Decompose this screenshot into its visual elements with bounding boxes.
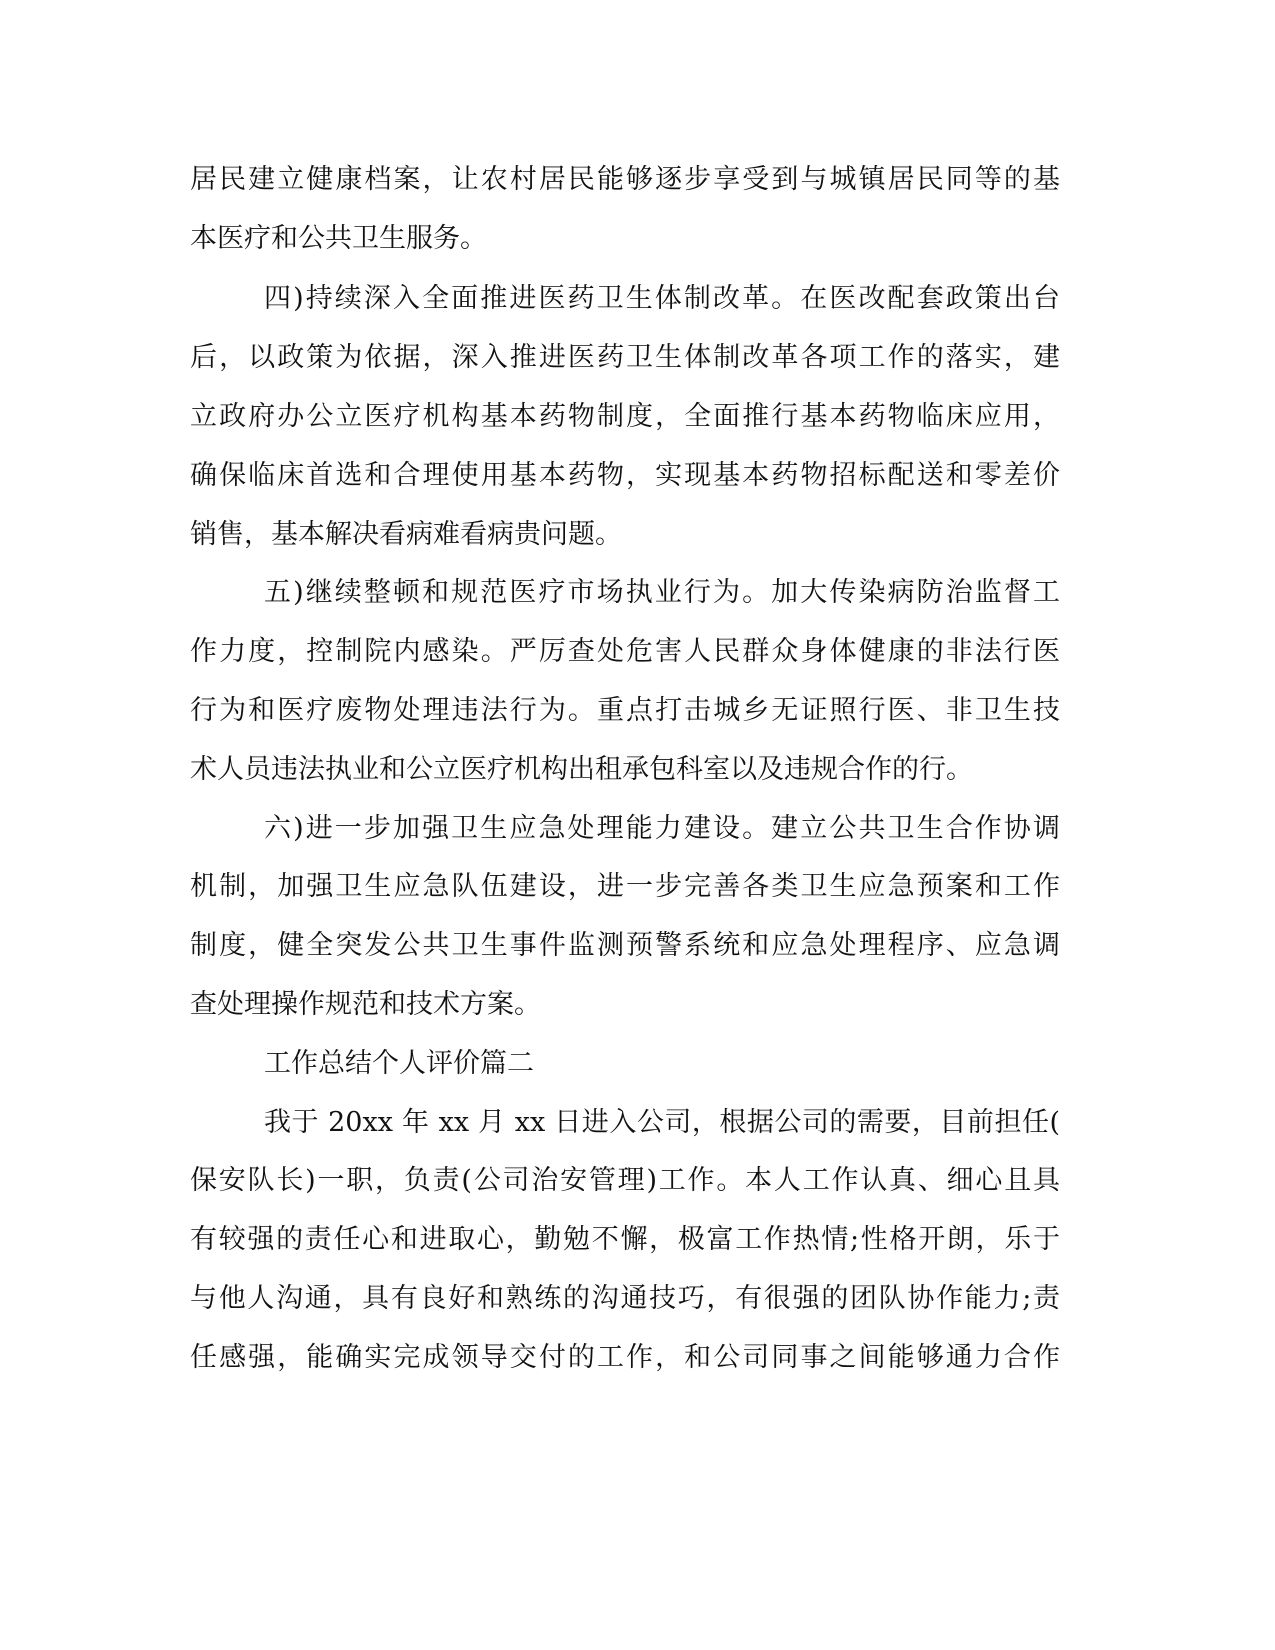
- paragraph-start-line: 五)继续整顿和规范医疗市场执业行为。加大传染病防治监督工: [264, 577, 1060, 608]
- text-line: 任感强，能确实完成领导交付的工作，和公司同事之间能够通力合作: [190, 1342, 1060, 1373]
- section-heading: 工作总结个人评价篇二: [264, 1048, 534, 1079]
- text-line: 查处理操作规范和技术方案。: [190, 989, 541, 1020]
- text-line: 作力度，控制院内感染。严厉查处危害人民群众身体健康的非法行医: [190, 636, 1060, 667]
- paragraph-start-line: 我于 20xx 年 xx 月 xx 日进入公司，根据公司的需要，目前担任(: [264, 1107, 1060, 1138]
- text-line: 行为和医疗废物处理违法行为。重点打击城乡无证照行医、非卫生技: [190, 695, 1060, 726]
- text-line: 销售，基本解决看病难看病贵问题。: [190, 519, 622, 550]
- text-line: 与他人沟通，具有良好和熟练的沟通技巧，有很强的团队协作能力;责: [190, 1283, 1060, 1314]
- text-line: 制度，健全突发公共卫生事件监测预警系统和应急处理程序、应急调: [190, 930, 1060, 961]
- text-line: 本医疗和公共卫生服务。: [190, 223, 487, 254]
- text-line: 术人员违法执业和公立医疗机构出租承包科室以及违规合作的行。: [190, 754, 973, 785]
- paragraph-start-line: 四)持续深入全面推进医药卫生体制改革。在医改配套政策出台: [264, 283, 1060, 314]
- text-line: 有较强的责任心和进取心，勤勉不懈，极富工作热情;性格开朗，乐于: [190, 1224, 1060, 1255]
- text-line: 确保临床首选和合理使用基本药物，实现基本药物招标配送和零差价: [190, 460, 1060, 491]
- text-line: 机制，加强卫生应急队伍建设，进一步完善各类卫生应急预案和工作: [190, 871, 1060, 902]
- text-line: 居民建立健康档案，让农村居民能够逐步享受到与城镇居民同等的基: [190, 164, 1060, 195]
- text-line: 后，以政策为依据，深入推进医药卫生体制改革各项工作的落实，建: [190, 342, 1060, 373]
- text-line: 保安队长)一职，负责(公司治安管理)工作。本人工作认真、细心且具: [190, 1165, 1060, 1196]
- text-line: 立政府办公立医疗机构基本药物制度，全面推行基本药物临床应用，: [190, 401, 1060, 432]
- paragraph-start-line: 六)进一步加强卫生应急处理能力建设。建立公共卫生合作协调: [264, 813, 1060, 844]
